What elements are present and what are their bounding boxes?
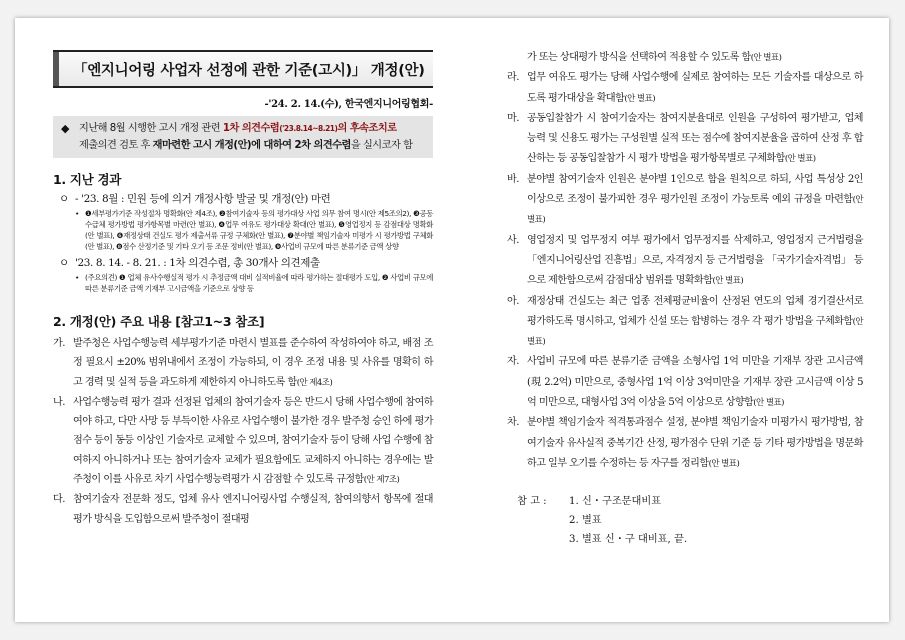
- list-item: 마. 공동입찰참가 시 참여기술자는 참여지분율대로 인원을 구성하여 평가받고, 업체 능력 및 신용도 평가는 구성원별 실적 또는 점수에 참여지분율을 곱하여 산정 후 합산하는 등 공동입찰참가 시 평가 방법을 평가항목별로 구체화함(안 별표): [507, 112, 863, 165]
- list-item: 사. 영업정지 및 업무정지 여부 평가에서 업무정지를 삭제하고, 영업정지 근거법령을 「엔지니어링산업 진흥법」으로, 자격정지 등 근거법령을 「국가기술자격법」 등으로 제한함으로써 감점대상 범위를 명확화함(안 별표): [507, 234, 863, 287]
- references-list: [569, 492, 687, 549]
- section-heading-contents: 2. 개정(안) 주요 내용 [참고1~3 참조]: [53, 314, 265, 329]
- summary-text: 지난해 8월 시행한 고시 개정 관련 1차 의견수렴('23.8.14~8.21)의 후속조치로 제출의견 검토 후 재마련한 고시 개정(안)에 대하여 2차 의견수렴을 실시코자 함: [79, 123, 413, 151]
- left-column: [53, 50, 433, 529]
- references-label: 참 고 :: [517, 496, 547, 508]
- history-detail-2: • (주요의견) ❶ 업체 유사수행실적 평가 시 추정금액 대비 실적비율에 따라 평가하는 절대평가 도입, ❷ 사업비 규모에 따른 분류기준 금액 기재부 고시금액을 기준으로 상향 등: [75, 273, 433, 293]
- list-item: 아. 재정상태 건실도는 최근 업종 전체평균비율이 산정된 연도의 업체 경기결산서로 평가하도록 명시하고, 업체가 신설 또는 합병하는 경우 각 평가 방법을 구체화함(안 별표): [507, 295, 863, 348]
- continuation-text: 가 또는 상대평가 방식을 선택하여 적용할 수 있도록 함(안 별표): [527, 52, 782, 63]
- list-item: 다. 참여기술자 전문화 정도, 업체 유사 엔지니어링사업 수행실적, 참여의향서 항목에 절대평가 방식을 도입함으로써 발주청이 절대평: [53, 494, 433, 525]
- left-items-list: [53, 334, 433, 529]
- summary-box: [53, 116, 433, 158]
- document-title: 「엔지니어링 사업자 선정에 관한 기준(고시)」 개정(안): [73, 63, 425, 79]
- list-item: 자. 사업비 규모에 따른 분류기준 금액을 소형사업 1억 미만을 기재부 장관 고시금액(現 2.2억) 미만으로, 중형사업 1억 이상 3억미만을 기재부 장관 고시금액 이상 5억 미만으로, 대형사업 3억 이상을 5억 이상으로 상향함(안 별표): [507, 356, 863, 409]
- history-bullet-1: ㅇ - '23. 8월 : 민원 등에 의거 개정사항 발굴 및 개정(안) 마련: [59, 193, 331, 205]
- date-line: -'24. 2. 14.(수), 한국엔지니어링협회-: [264, 99, 433, 110]
- document-page: [15, 18, 889, 622]
- reference-item: 1. 신・구조문대비표: [569, 496, 662, 508]
- title-box: [53, 50, 433, 88]
- list-item: 차. 분야별 책임기술자 적격통과점수 설정, 분야별 책임기술자 미평가시 평가방법, 참여기술자 유사실적 중복기간 산정, 평가점수 단위 기준 등 기타 평가방법을 명문화하고 일부 오기를 수정하는 등 자구를 정리함(안 별표): [507, 417, 863, 469]
- history-bullet-2: ㅇ '23. 8. 14. - 8. 21. : 1차 의견수렴, 총 30개사 의견제출: [59, 257, 320, 269]
- title-decoration: [53, 52, 59, 86]
- list-item: 라. 업무 여유도 평가는 당해 사업수행에 실제로 참여하는 모든 기술자를 대상으로 하도록 평가대상을 확대함(안 별표): [507, 72, 863, 104]
- list-item: 가. 발주청은 사업수행능력 세부평가기준 마련시 별표를 준수하여 작성하여야 하고, 배점 조정 필요시 ±20% 범위내에서 조정이 가능하되, 이 경우 조정 내용 및 사유를 명확히 하고 경력 및 실적 등을 과도하게 제한하지 아니하도록 함(안 제4조): [53, 338, 433, 388]
- references-block: [507, 492, 863, 549]
- list-item: 나. 사업수행능력 평가 결과 선정된 업체의 참여기술자 등은 반드시 당해 사업수행에 참여하여야 하고, 다만 사망 등 부득이한 사유로 사업수행이 불가한 경우 발주청 승인 하에 평가점수 등이 동등 이상인 기술자로 교체할 수 있으며, 참여기술자 등이 당해 사업 수행에 참여하지 아니하거나 또는 참여기술자 교체가 필요함에도 교체하지 아니하는 경우에는 발주청이 이를 사유로 차기 사업수행능력평가 시 감점할 수 있도록 규정함(안 제7조): [53, 396, 433, 486]
- reference-item: 3. 별표 신・구 대비표, 끝.: [569, 534, 688, 546]
- reference-item: 2. 별표: [569, 515, 602, 527]
- right-column: [507, 48, 863, 549]
- list-item: 바. 분야별 참여기술자 인원은 분야별 1인으로 함을 원칙으로 하되, 사업 특성상 2인 이상으로 조정이 불가피한 경우 평가인원 조정이 가능토록 예외 규정을 마련함(안 별표): [507, 173, 863, 226]
- history-detail-1: • ❶세부평가기준 작성절차 명확화(안 제4조), ❷참여기술자 등의 평가대상 사업 의무 참여 명시(안 제5조의2), ❸공동수급체 평가방법 평가항목별 마련(안 별표), ❹업무 여유도 평가대상 확대(안 별표), ❺영업정지 등 감점대상 명확화(안 별표), ❻재정상태 건실도 평가 제출서류 규정 구체화(안 별표), ❼분야별 책임기술자 미평가 시 평가방법 구체화(안 별표), ❽점수 산정기준 및 기타 오기 등 조문 정비(안 별표), ❾사업비 규모에 따른 분류기준 금액 상향: [75, 209, 433, 251]
- diamond-icon: ◆: [61, 122, 69, 135]
- section-heading-history: 1. 지난 경과: [53, 172, 122, 187]
